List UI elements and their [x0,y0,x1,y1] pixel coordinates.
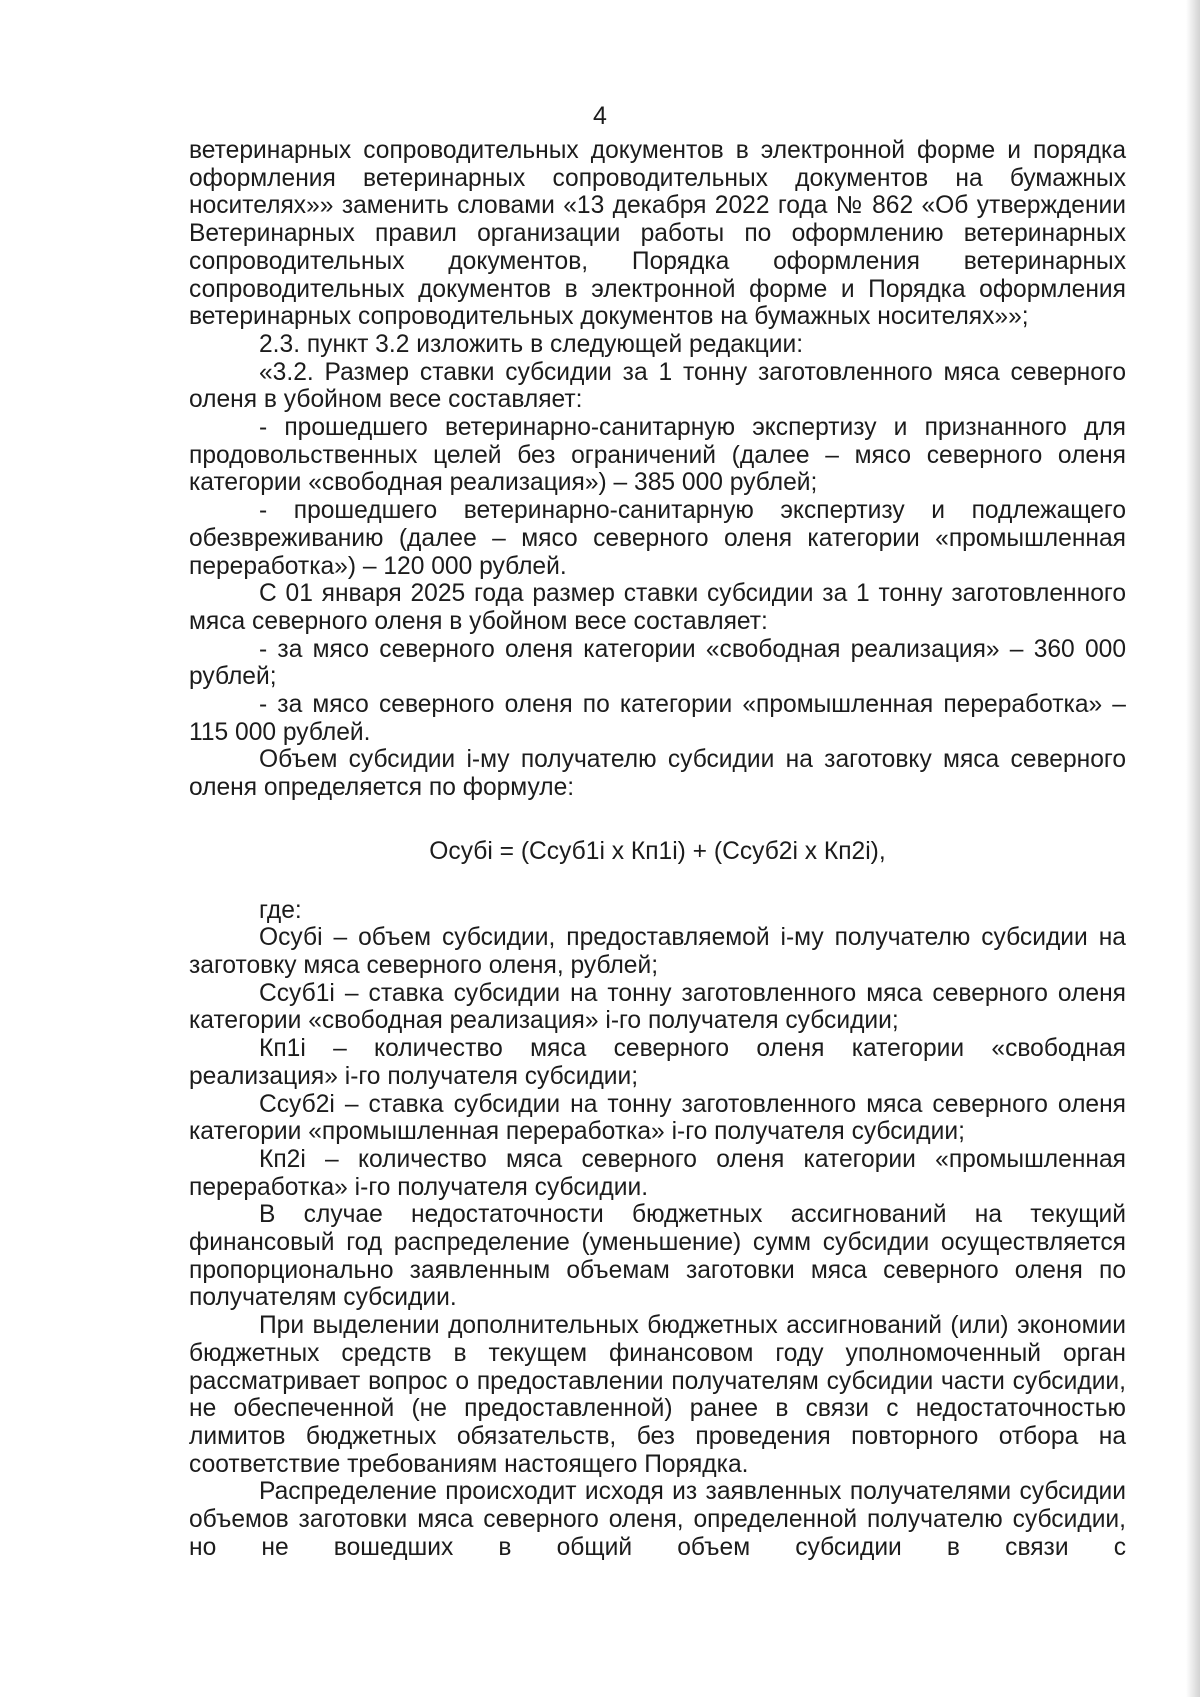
subsidy-formula: Осубi = (Ссуб1i х Кп1i) + (Ссуб2i х Кп2i), [429,837,886,865]
paragraph-2025-free-sale: - за мясо северного оленя категории «свободная реализация» – 360 000 рублей; [189,635,1126,691]
paragraph-item-2-3: 2.3. пункт 3.2 изложить в следующей редакции: [259,330,804,358]
paragraph-item-3-2: «3.2. Размер ставки субсидии за 1 тонну заготовленного мяса северного оленя в убойном весе составляет: [189,358,1126,414]
document-body [189,137,1126,1561]
definition-osub: Осубi – объем субсидии, предоставляемой i-му получателю субсидии на заготовку мяса северного оленя, рублей; [189,924,1126,979]
paragraph-2025-processing: - за мясо северного оленя по категории «промышленная переработка» – 115 000 рублей. [189,691,1126,746]
paragraph-additional-allocations: При выделении дополнительных бюджетных ассигнований (или) экономии бюджетных средств в текущем финансовом году уполномоченный орган рассматривает вопрос о предоставлении получателям субсидии части субсидии, не обеспеченной (не предоставленной) ранее в связи с недостаточностью лимитов бюджетных обязательств, без проведения повторного отбора на соответствие требованиям настоящего Порядка. [189,1312,1126,1478]
paragraph-free-sale-rate: - прошедшего ветеринарно-санитарную экспертизу и признанного для продовольственных целей без ограничений (далее – мясо северного оленя категории «свободная реализация») – 385 000 рублей; [189,414,1126,497]
paragraph-2025-rates: С 01 января 2025 года размер ставки субсидии за 1 тонну заготовленного мяса северного оленя в убойном весе составляет: [189,580,1126,635]
paragraph-processing-rate: - прошедшего ветеринарно-санитарную экспертизу и подлежащего обезвреживанию (далее – мясо северного оленя категории «промышленная переработка») – 120 000 рублей. [189,497,1126,580]
page-edge-shadow [1186,0,1200,1697]
paragraph-continuation: ветеринарных сопроводительных документов в электронной форме и порядка оформления ветеринарных сопроводительных документов на бумажных носителях»» заменить словами «13 декабря 2022 года № 862 «Об утверждении Ветеринарных правил организации работы по оформлению ветеринарных сопроводительных документов, Порядка оформления ветеринарных сопроводительных документов в электронной форме и Порядка оформления ветеринарных сопроводительных документов на бумажных носителях»»; [189,137,1126,331]
definition-kp2: Кп2i – количество мяса северного оленя категории «промышленная переработка» i-го получателя субсидии. [189,1145,1126,1201]
paragraph-where: где: [259,896,302,924]
definition-kp1: Кп1i – количество мяса северного оленя категории «свободная реализация» i-го получателя субсидии; [189,1035,1126,1090]
definition-ssub1: Ссуб1i – ставка субсидии на тонну заготовленного мяса северного оленя категории «свободная реализация» i-го получателя субсидии; [189,979,1126,1035]
paragraph-formula-intro: Объем субсидии i-му получателю субсидии на заготовку мяса северного оленя определяется по формуле: [189,746,1126,802]
paragraph-budget-shortage: В случае недостаточности бюджетных ассигнований на текущий финансовый год распределение (уменьшение) сумм субсидии осуществляется пропорционально заявленным объемам заготовки мяса северного оленя по получателям субсидии. [189,1201,1126,1312]
definition-ssub2: Ссуб2i – ставка субсидии на тонну заготовленного мяса северного оленя категории «промышленная переработка» i-го получателя субсидии; [189,1090,1126,1146]
paragraph-distribution: Распределение происходит исходя из заявленных получателями субсидии объемов заготовки мяса северного оленя, определенной получателю субсидии, но не вошедших в общий объем субсидии в связи с [189,1478,1126,1561]
page-number: 4 [593,102,607,130]
